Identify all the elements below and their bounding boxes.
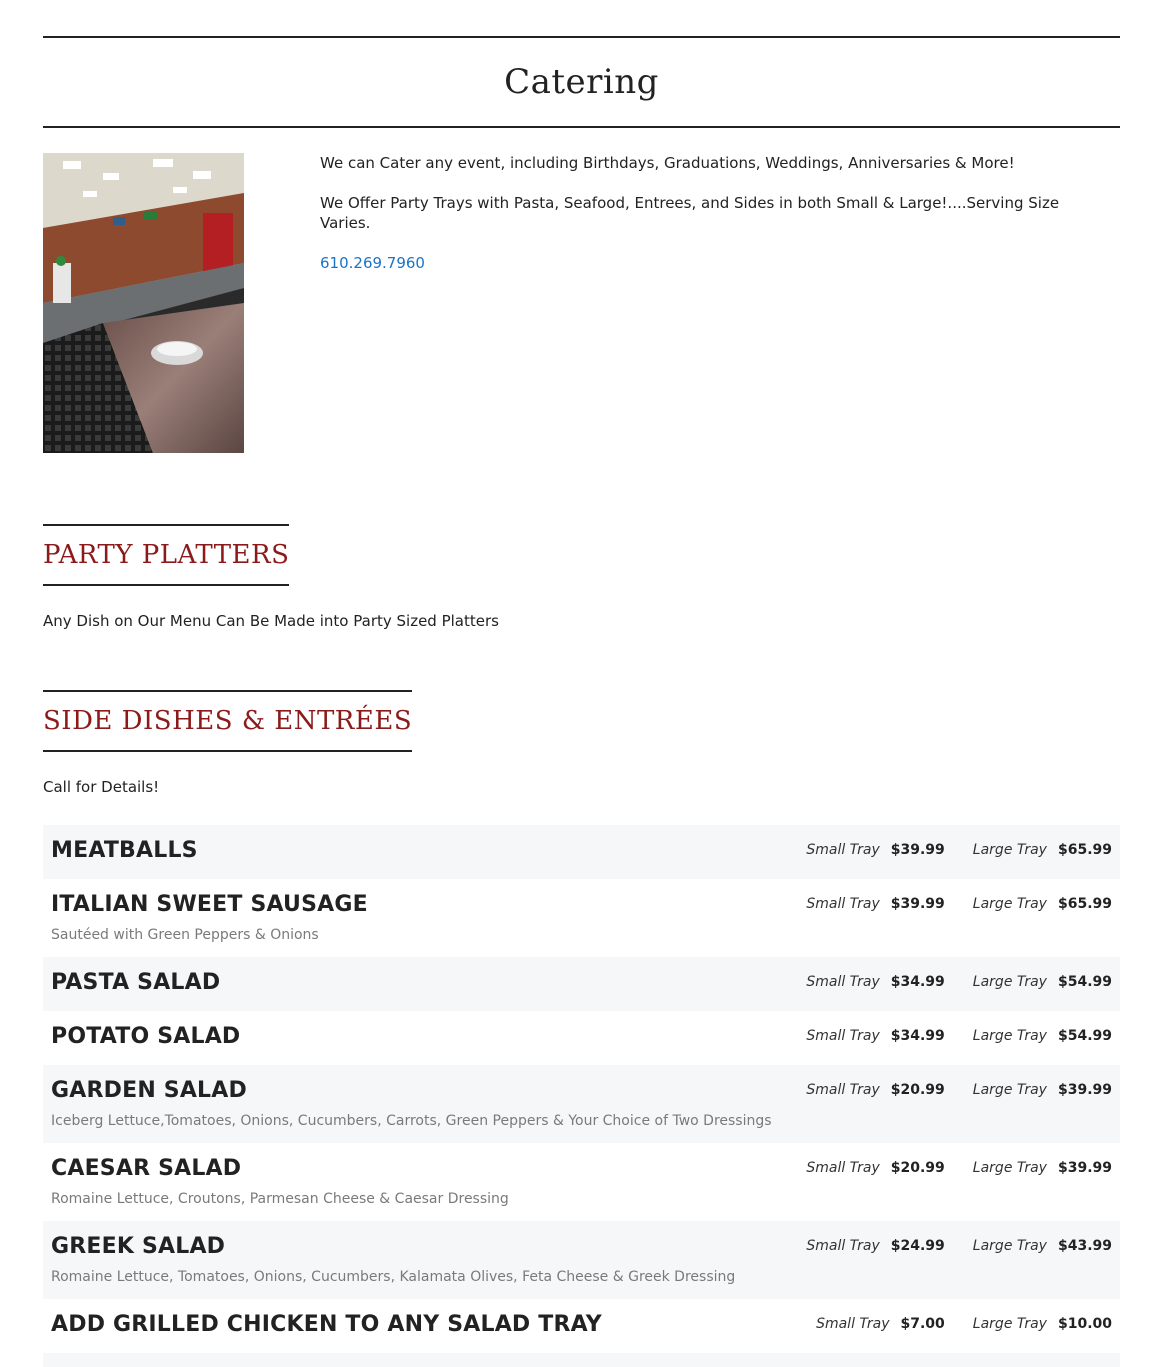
small-tray-label: Small Tray bbox=[806, 896, 880, 912]
menu-item-prices bbox=[806, 1082, 1112, 1098]
menu-item bbox=[43, 879, 1120, 957]
small-tray-label: Small Tray bbox=[806, 1082, 880, 1098]
large-tray-price-group bbox=[973, 1082, 1112, 1098]
section-title: PARTY PLATTERS bbox=[43, 540, 290, 570]
large-tray-label: Large Tray bbox=[972, 974, 1047, 990]
large-tray-price: $39.99 bbox=[1057, 1082, 1112, 1098]
menu-item-prices bbox=[806, 1238, 1112, 1254]
large-tray-label: Large Tray bbox=[972, 1238, 1047, 1254]
menu-item bbox=[43, 1065, 1120, 1143]
menu-item-description: Iceberg Lettuce,Tomatoes, Onions, Cucumbers, Carrots, Green Peppers & Your Choice of Two Dressings bbox=[51, 1113, 772, 1129]
menu-item-prices bbox=[806, 842, 1112, 858]
large-tray-price: $54.99 bbox=[1057, 974, 1112, 990]
large-tray-price-group bbox=[973, 1028, 1112, 1044]
menu-item-name: POTATO SALAD bbox=[51, 1024, 241, 1049]
menu-item-name: ADD GRILLED CHICKEN TO ANY SALAD TRAY bbox=[51, 1312, 602, 1337]
large-tray-price: $65.99 bbox=[1057, 842, 1112, 858]
small-tray-label: Small Tray bbox=[806, 842, 880, 858]
intro-section bbox=[320, 153, 1100, 273]
menu-item-name: MEATBALLS bbox=[51, 838, 198, 863]
large-tray-price-group bbox=[973, 842, 1112, 858]
small-tray-price-group bbox=[806, 842, 944, 858]
page-header bbox=[43, 36, 1120, 128]
small-tray-price-group bbox=[806, 1238, 944, 1254]
small-tray-label: Small Tray bbox=[806, 1238, 880, 1254]
small-tray-price-group bbox=[806, 974, 944, 990]
menu-item bbox=[43, 1299, 1120, 1353]
small-tray-price-group bbox=[806, 1160, 944, 1176]
large-tray-price: $54.99 bbox=[1057, 1028, 1112, 1044]
menu-item bbox=[43, 957, 1120, 1011]
page-title: Catering bbox=[504, 62, 659, 102]
menu-item-prices bbox=[806, 1160, 1112, 1176]
large-tray-price: $10.00 bbox=[1057, 1316, 1112, 1332]
small-tray-price: $34.99 bbox=[890, 974, 945, 990]
menu-item-description: Sautéed with Green Peppers & Onions bbox=[51, 927, 319, 943]
party-platters-text: Any Dish on Our Menu Can Be Made into Party Sized Platters bbox=[43, 612, 499, 630]
large-tray-price-group bbox=[973, 896, 1112, 912]
large-tray-price: $65.99 bbox=[1057, 896, 1112, 912]
menu-item-prices bbox=[816, 1316, 1112, 1332]
large-tray-label: Large Tray bbox=[972, 1160, 1047, 1176]
menu-item bbox=[43, 1221, 1120, 1299]
intro-text: We Offer Party Trays with Pasta, Seafood, Entrees, and Sides in both Small & Large!....Serving Size Varies. bbox=[320, 194, 1060, 232]
large-tray-label: Large Tray bbox=[972, 896, 1047, 912]
small-tray-label: Small Tray bbox=[806, 1160, 880, 1176]
small-tray-price-group bbox=[806, 1082, 944, 1098]
small-tray-price-group bbox=[816, 1316, 945, 1332]
menu-item-name: PASTA SALAD bbox=[51, 970, 221, 995]
small-tray-price-group bbox=[806, 896, 944, 912]
large-tray-label: Large Tray bbox=[972, 842, 1047, 858]
small-tray-price: $39.99 bbox=[890, 896, 945, 912]
menu-item-prices bbox=[806, 1028, 1112, 1044]
small-tray-label: Small Tray bbox=[806, 1028, 880, 1044]
menu-item-partial bbox=[43, 1353, 1120, 1367]
small-tray-label: Small Tray bbox=[806, 974, 880, 990]
menu-item bbox=[43, 1143, 1120, 1221]
large-tray-price-group bbox=[973, 1160, 1112, 1176]
large-tray-label: Large Tray bbox=[972, 1028, 1047, 1044]
menu-item bbox=[43, 825, 1120, 879]
menu-item-name: GARDEN SALAD bbox=[51, 1078, 247, 1103]
menu-item-name: CAESAR SALAD bbox=[51, 1156, 242, 1181]
large-tray-label: Large Tray bbox=[972, 1082, 1047, 1098]
large-tray-price: $39.99 bbox=[1057, 1160, 1112, 1176]
small-tray-price: $39.99 bbox=[890, 842, 945, 858]
menu-item-prices bbox=[806, 896, 1112, 912]
menu-item-prices bbox=[806, 974, 1112, 990]
menu-item-description: Romaine Lettuce, Croutons, Parmesan Cheese & Caesar Dressing bbox=[51, 1191, 509, 1207]
large-tray-price-group bbox=[973, 974, 1112, 990]
menu-item-name: ITALIAN SWEET SAUSAGE bbox=[51, 892, 368, 917]
small-tray-price: $34.99 bbox=[890, 1028, 945, 1044]
small-tray-label: Small Tray bbox=[816, 1316, 890, 1332]
menu-list bbox=[43, 825, 1120, 1367]
phone-link[interactable]: 610.269.7960 bbox=[320, 254, 425, 272]
small-tray-price: $7.00 bbox=[900, 1316, 945, 1332]
side-dishes-text: Call for Details! bbox=[43, 778, 160, 796]
small-tray-price: $20.99 bbox=[890, 1082, 945, 1098]
intro-text: We can Cater any event, including Birthdays, Graduations, Weddings, Anniversaries & More! bbox=[320, 154, 1015, 172]
large-tray-price-group bbox=[973, 1316, 1112, 1332]
menu-item-name: GREEK SALAD bbox=[51, 1234, 226, 1259]
large-tray-label: Large Tray bbox=[972, 1316, 1047, 1332]
menu-item-description: Romaine Lettuce, Tomatoes, Onions, Cucumbers, Kalamata Olives, Feta Cheese & Greek Dressing bbox=[51, 1269, 736, 1285]
menu-item bbox=[43, 1011, 1120, 1065]
party-platters-heading bbox=[43, 524, 289, 586]
side-dishes-heading bbox=[43, 690, 412, 752]
small-tray-price: $24.99 bbox=[890, 1238, 945, 1254]
large-tray-price: $43.99 bbox=[1057, 1238, 1112, 1254]
small-tray-price: $20.99 bbox=[890, 1160, 945, 1176]
large-tray-price-group bbox=[973, 1238, 1112, 1254]
section-title: SIDE DISHES & ENTRÉES bbox=[43, 706, 413, 736]
kitchen-photo bbox=[43, 153, 244, 453]
small-tray-price-group bbox=[806, 1028, 944, 1044]
